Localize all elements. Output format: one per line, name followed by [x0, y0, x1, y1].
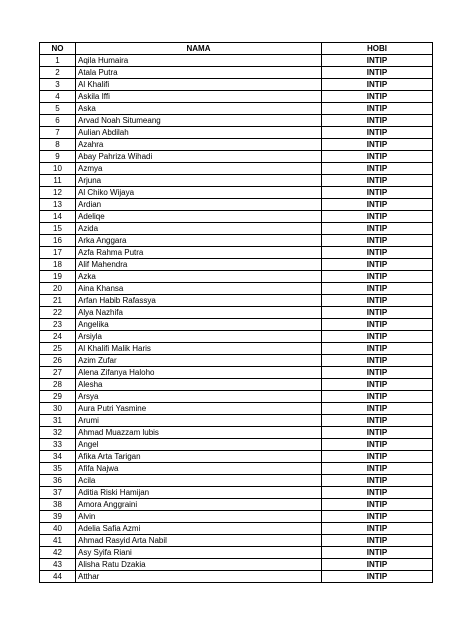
name-cell: Asy Syifa Riani: [76, 547, 322, 559]
hobby-cell: INTIP: [322, 103, 433, 115]
table-row: [40, 499, 433, 511]
hobby-cell: INTIP: [322, 175, 433, 187]
row-number-cell: 1: [40, 55, 76, 67]
table-row: [40, 451, 433, 463]
table-row: [40, 139, 433, 151]
name-cell: Adelia Safia Azmi: [76, 523, 322, 535]
hobby-cell: INTIP: [322, 115, 433, 127]
row-number-cell: 38: [40, 499, 76, 511]
name-cell: Alisha Ratu Dzakia: [76, 559, 322, 571]
hobby-cell: INTIP: [322, 499, 433, 511]
table-row: [40, 415, 433, 427]
hobby-cell: INTIP: [322, 571, 433, 583]
name-cell: Aura Putri Yasmine: [76, 403, 322, 415]
row-number-cell: 34: [40, 451, 76, 463]
row-number-cell: 43: [40, 559, 76, 571]
row-number-cell: 42: [40, 547, 76, 559]
hobby-cell: INTIP: [322, 427, 433, 439]
name-cell: Amora Anggraini: [76, 499, 322, 511]
hobby-cell: INTIP: [322, 523, 433, 535]
table-row: [40, 511, 433, 523]
name-cell: Adeliqe: [76, 211, 322, 223]
name-cell: Angelika: [76, 319, 322, 331]
name-cell: Azmya: [76, 163, 322, 175]
table-row: [40, 103, 433, 115]
name-cell: Atala Putra: [76, 67, 322, 79]
table-row: [40, 259, 433, 271]
name-cell: Azfa Rahma Putra: [76, 247, 322, 259]
hobby-cell: INTIP: [322, 55, 433, 67]
hobby-cell: INTIP: [322, 391, 433, 403]
hobby-cell: INTIP: [322, 91, 433, 103]
table-row: [40, 355, 433, 367]
hobby-cell: INTIP: [322, 511, 433, 523]
row-number-cell: 7: [40, 127, 76, 139]
header-no: NO: [40, 43, 76, 55]
table-row: [40, 475, 433, 487]
table-row: [40, 343, 433, 355]
hobby-cell: INTIP: [322, 127, 433, 139]
name-cell: Abay Pahriza Wihadi: [76, 151, 322, 163]
row-number-cell: 18: [40, 259, 76, 271]
row-number-cell: 10: [40, 163, 76, 175]
name-cell: Azahra: [76, 139, 322, 151]
name-cell: Askila Iffi: [76, 91, 322, 103]
hobby-cell: INTIP: [322, 79, 433, 91]
row-number-cell: 13: [40, 199, 76, 211]
hobby-cell: INTIP: [322, 271, 433, 283]
name-cell: Ahmad Muazzam lubis: [76, 427, 322, 439]
hobby-cell: INTIP: [322, 463, 433, 475]
name-cell: Al Chiko Wijaya: [76, 187, 322, 199]
hobby-cell: INTIP: [322, 379, 433, 391]
hobby-cell: INTIP: [322, 559, 433, 571]
student-table: [39, 42, 433, 583]
table-row: [40, 463, 433, 475]
hobby-cell: INTIP: [322, 343, 433, 355]
name-cell: Aqila Humaira: [76, 55, 322, 67]
table-row: [40, 67, 433, 79]
hobby-cell: INTIP: [322, 439, 433, 451]
row-number-cell: 2: [40, 67, 76, 79]
table-row: [40, 91, 433, 103]
hobby-cell: INTIP: [322, 211, 433, 223]
header-nama: NAMA: [76, 43, 322, 55]
name-cell: Afika Arta Tarigan: [76, 451, 322, 463]
name-cell: Arsya: [76, 391, 322, 403]
table-row: [40, 127, 433, 139]
hobby-cell: INTIP: [322, 451, 433, 463]
table-row: [40, 547, 433, 559]
hobby-cell: INTIP: [322, 187, 433, 199]
row-number-cell: 24: [40, 331, 76, 343]
row-number-cell: 35: [40, 463, 76, 475]
row-number-cell: 29: [40, 391, 76, 403]
row-number-cell: 27: [40, 367, 76, 379]
table-row: [40, 79, 433, 91]
hobby-cell: INTIP: [322, 259, 433, 271]
name-cell: Aulian Abdilah: [76, 127, 322, 139]
table-row: [40, 163, 433, 175]
name-cell: Azim Zufar: [76, 355, 322, 367]
row-number-cell: 21: [40, 295, 76, 307]
name-cell: Atthar: [76, 571, 322, 583]
hobby-cell: INTIP: [322, 403, 433, 415]
name-cell: Alesha: [76, 379, 322, 391]
row-number-cell: 22: [40, 307, 76, 319]
row-number-cell: 4: [40, 91, 76, 103]
table-row: [40, 307, 433, 319]
header-hobi: HOBI: [322, 43, 433, 55]
table-row: [40, 151, 433, 163]
spreadsheet-page: [39, 42, 432, 583]
table-row: [40, 559, 433, 571]
name-cell: Al Khalifi: [76, 79, 322, 91]
hobby-cell: INTIP: [322, 283, 433, 295]
hobby-cell: INTIP: [322, 415, 433, 427]
table-row: [40, 295, 433, 307]
header-row: [40, 43, 433, 55]
table-row: [40, 427, 433, 439]
hobby-cell: INTIP: [322, 487, 433, 499]
hobby-cell: INTIP: [322, 247, 433, 259]
table-row: [40, 439, 433, 451]
row-number-cell: 8: [40, 139, 76, 151]
name-cell: Afifa Najwa: [76, 463, 322, 475]
row-number-cell: 37: [40, 487, 76, 499]
name-cell: Arumi: [76, 415, 322, 427]
table-row: [40, 331, 433, 343]
row-number-cell: 39: [40, 511, 76, 523]
name-cell: Ahmad Rasyid Arta Nabil: [76, 535, 322, 547]
table-row: [40, 115, 433, 127]
name-cell: Acila: [76, 475, 322, 487]
hobby-cell: INTIP: [322, 547, 433, 559]
table-row: [40, 379, 433, 391]
row-number-cell: 23: [40, 319, 76, 331]
row-number-cell: 5: [40, 103, 76, 115]
name-cell: Ardian: [76, 199, 322, 211]
name-cell: Alena Zifanya Haloho: [76, 367, 322, 379]
table-row: [40, 535, 433, 547]
name-cell: Azka: [76, 271, 322, 283]
hobby-cell: INTIP: [322, 295, 433, 307]
table-row: [40, 391, 433, 403]
row-number-cell: 30: [40, 403, 76, 415]
table-row: [40, 55, 433, 67]
name-cell: Al Khalifi Malik Haris: [76, 343, 322, 355]
table-row: [40, 211, 433, 223]
row-number-cell: 28: [40, 379, 76, 391]
name-cell: Angel: [76, 439, 322, 451]
hobby-cell: INTIP: [322, 163, 433, 175]
name-cell: Arvad Noah Situmeang: [76, 115, 322, 127]
table-row: [40, 223, 433, 235]
hobby-cell: INTIP: [322, 223, 433, 235]
hobby-cell: INTIP: [322, 67, 433, 79]
table-row: [40, 271, 433, 283]
row-number-cell: 6: [40, 115, 76, 127]
row-number-cell: 33: [40, 439, 76, 451]
hobby-cell: INTIP: [322, 235, 433, 247]
row-number-cell: 14: [40, 211, 76, 223]
hobby-cell: INTIP: [322, 319, 433, 331]
row-number-cell: 17: [40, 247, 76, 259]
hobby-cell: INTIP: [322, 199, 433, 211]
table-row: [40, 187, 433, 199]
hobby-cell: INTIP: [322, 151, 433, 163]
hobby-cell: INTIP: [322, 139, 433, 151]
name-cell: Alya Nazhifa: [76, 307, 322, 319]
name-cell: Arjuna: [76, 175, 322, 187]
name-cell: Arsiyla: [76, 331, 322, 343]
row-number-cell: 32: [40, 427, 76, 439]
table-row: [40, 175, 433, 187]
name-cell: Alvin: [76, 511, 322, 523]
name-cell: Aska: [76, 103, 322, 115]
hobby-cell: INTIP: [322, 535, 433, 547]
hobby-cell: INTIP: [322, 367, 433, 379]
row-number-cell: 20: [40, 283, 76, 295]
name-cell: Aditia Riski Hamijan: [76, 487, 322, 499]
table-row: [40, 487, 433, 499]
row-number-cell: 31: [40, 415, 76, 427]
row-number-cell: 15: [40, 223, 76, 235]
hobby-cell: INTIP: [322, 331, 433, 343]
row-number-cell: 26: [40, 355, 76, 367]
row-number-cell: 25: [40, 343, 76, 355]
name-cell: Aina Khansa: [76, 283, 322, 295]
table-row: [40, 319, 433, 331]
hobby-cell: INTIP: [322, 355, 433, 367]
table-row: [40, 199, 433, 211]
row-number-cell: 3: [40, 79, 76, 91]
row-number-cell: 12: [40, 187, 76, 199]
row-number-cell: 19: [40, 271, 76, 283]
name-cell: Arfan Habib Rafassya: [76, 295, 322, 307]
table-row: [40, 403, 433, 415]
name-cell: Arka Anggara: [76, 235, 322, 247]
table-row: [40, 571, 433, 583]
table-row: [40, 283, 433, 295]
hobby-cell: INTIP: [322, 475, 433, 487]
table-row: [40, 235, 433, 247]
hobby-cell: INTIP: [322, 307, 433, 319]
row-number-cell: 9: [40, 151, 76, 163]
row-number-cell: 36: [40, 475, 76, 487]
name-cell: Azida: [76, 223, 322, 235]
table-row: [40, 367, 433, 379]
table-row: [40, 247, 433, 259]
row-number-cell: 40: [40, 523, 76, 535]
row-number-cell: 44: [40, 571, 76, 583]
row-number-cell: 41: [40, 535, 76, 547]
name-cell: Alif Mahendra: [76, 259, 322, 271]
row-number-cell: 11: [40, 175, 76, 187]
row-number-cell: 16: [40, 235, 76, 247]
table-row: [40, 523, 433, 535]
